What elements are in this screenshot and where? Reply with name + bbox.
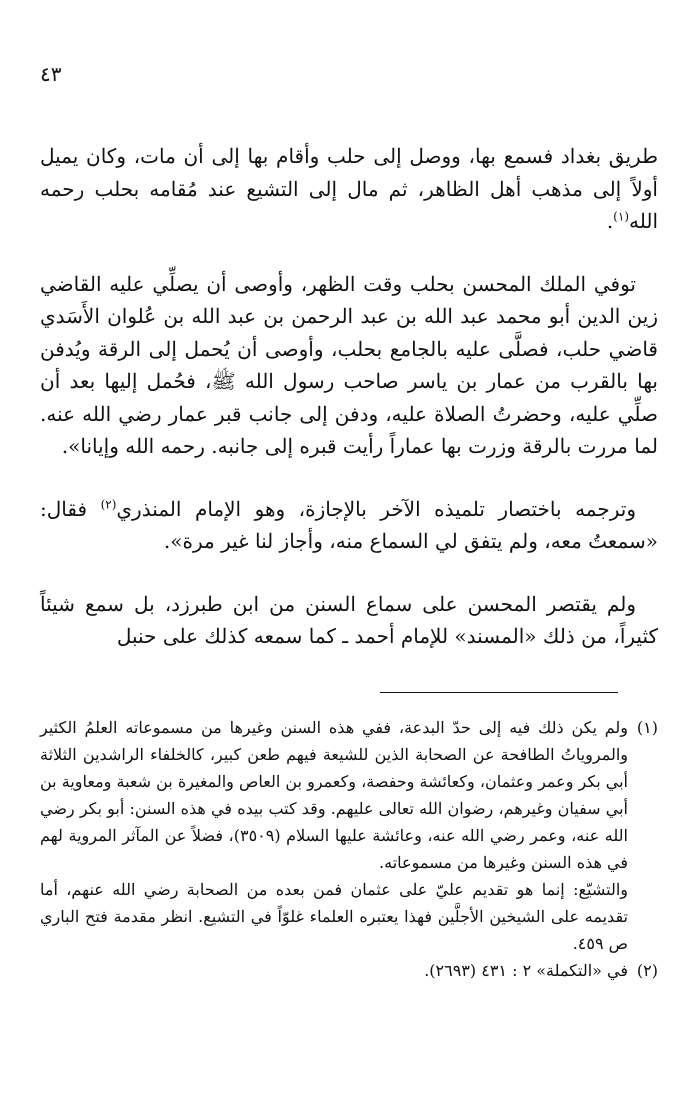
footnotes (40, 714, 658, 984)
footnote-1-marker: (١) (636, 718, 658, 737)
footnote-1-text: ولم يكن ذلك فيه إلى حدّ البدعة، ففي هذه السنن وغيرها من مسموعاته العلمُ الكثير والمروياتُ الطافحة عن الصحابة الذين للشيعة فيهم طعن كبير، كالخلفاء الراشدين الثلاثة أبي بكر وعمر وعثمان، وكعائشة وحفصة، وكعمرو بن العاص والمغيرة بن شعبة ومعاوية بن أبي سفيان وغيرهم، رضوان الله تعالى عليهم. وقد كتب بيده في هذه السنن: أبو بكر رضي الله عنه، وعمر رضي الله عنه، وعائشة عليها السلام (٣٥٠٩)، فضلاً عن المآثر المروية لهم في هذه السنن وغيرها من مسموعاته. (40, 718, 628, 872)
paragraph-2: توفي الملك المحسن بحلب وقت الظهر، وأوصى أن يصلِّي عليه القاضي زين الدين أبو محمد عبد الله بن عبد الرحمن بن عبد الله بن عُلوان الأَسَدي قاضي حلب، فصلَّى عليه بالجامع بحلب، وأوصى أن يُحمل إلى الرقة ويُدفن بها بالقرب من عمار بن ياسر صاحب رسول الله ﷺ، فحُمل إليها بعد أن صلِّي عليه، وحضرتُ الصلاة عليه، ودفن إلى جانب قبر عمار رضي الله عنه. لما مررت بالرقة وزرت بها عماراً رأيت قبره إلى جانبه. رحمه الله وإيانا». (40, 271, 658, 458)
footnote-divider (380, 692, 618, 693)
footnote-2 (40, 957, 658, 984)
footnote-ref-2[interactable]: (٢) (100, 496, 117, 511)
footnote-2-marker: (٢) (636, 961, 658, 980)
footnote-1-continuation: والتشيّع: إنما هو تقديم عليّ على عثمان فمن بعده من الصحابة رضي الله عنهم، أما تقديمه على الشيخين الأجلَّين فهذا يعتبره العلماء غلوّاً في التشيع. انظر مقدمة فتح الباري ص ٤٥٩. (40, 880, 628, 953)
main-text (40, 140, 658, 653)
footnote-ref-1[interactable]: (١) (613, 209, 629, 224)
paragraph-3: وترجمه باختصار تلميذه الآخر بالإجازة، وهو الإمام المنذري$^{(٢)}$ فقال: «سمعتُ معه، ولم يتفق لي السماع منه، وأجاز لنا غير مرة». (40, 496, 658, 553)
footnote-1 (40, 714, 658, 876)
footnote-2-text: في «التكملة» ٢ : ٤٣١ (٢٦٩٣). (424, 961, 628, 980)
page-number: ٤٣ (40, 62, 62, 86)
paragraph-1: طريق بغداد فسمع بها، ووصل إلى حلب وأقام بها إلى أن مات، وكان يميل أولاً إلى مذهب أهل الظاهر، ثم مال إلى التشيع عند مُقامه بحلب رحمه الله$^{(١)}$. (40, 144, 658, 233)
paragraph-4: ولم يقتصر المحسن على سماع السنن من ابن طبرزد، بل سمع شيئاً كثيراً، من ذلك «المسند» للإمام أحمد ـ كما سمعه كذلك على حنبل (40, 591, 658, 648)
